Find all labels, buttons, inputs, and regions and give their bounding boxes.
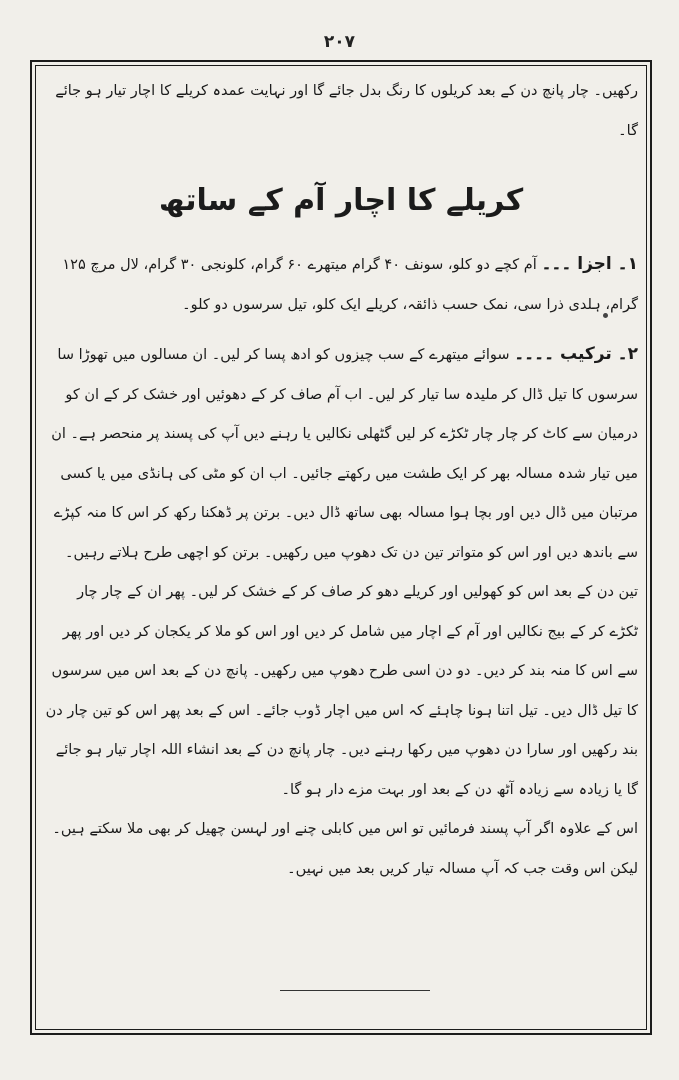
bullet-dot [603,313,608,318]
page-number: ۲۰۷ [323,32,356,52]
ingredients-label: ۱۔ اجزا ۔۔۔ [541,254,638,274]
method-text: سوائے میتھرے کے سب چیزوں کو ادھ پسا کر لیں۔ ان مسالوں میں تھوڑا سا سرسوں کا تیل ڈال کر ملیدہ سا تیار کر لیں۔ اب آم صاف کر کے دھوئیں اور خشک کر کے ان کو درمیان سے کاٹ کر چار چار ٹکڑے کر لیں گٹھلی نکالیں یا رہنے دیں آپ کی پسند پر منحصر ہے۔ ان میں تیار شدہ مسالہ بھر کر ایک طشت میں رکھتے جائیں۔ اب ان کو مٹی کی ہانڈی میں یا کسی مرتبان میں ڈال دیں اور بچا ہوا مسالہ بھی ساتھ ڈال دیں۔ برتن پر ڈھکنا رکھ کر اس کا منہ کپڑے سے باندھ دیں اور اس کو متواتر تین دن تک دھوپ میں رکھیں۔ برتن کو اچھی طرح ہلاتے رہیں۔ تین دن کے بعد اس کو کھولیں اور کریلے دھو کر صاف کر کے خشک کر لیں۔ پھر ان کے چار چار ٹکڑے کر کے بیج نکالیں اور آم کے اچار میں شامل کر دیں اور اس کو ملا کر یکجان کر دیں اور پھر سے اس کا منہ بند کر دیں۔ دو دن اسی طرح دھوپ میں رکھیں۔ پانچ دن کے بعد اس میں سرسوں کا تیل ڈال دیں۔ تیل اتنا ہونا چاہئے کہ اس میں اچار ڈوب جائے۔ اس کے بعد پھر اس کو تین چار دن بند رکھیں اور سارا دن دھوپ میں رکھا رہنے دیں۔ چار پانچ دن کے بعد انشاء اللہ اچار تیار ہو جائے گا یا زیادہ سے زیادہ آٹھ دن کے بعد اور بہت مزے دار ہو گا۔ [45,347,638,798]
end-rule [280,990,430,991]
recipe-title: کریلے کا اچار آم کے ساتھ [158,183,524,218]
ingredients-paragraph [44,245,638,325]
note-1: اس کے علاوہ اگر آپ پسند فرمائیں تو اس میں کابلی چنے اور لہسن چھیل کر بھی ملا سکتے ہیں۔ [52,821,638,837]
method-label: ۲۔ ترکیب ۔۔۔۔ [514,344,638,364]
ingredients-text: آم کچے دو کلو، سونف ۴۰ گرام میتھرے ۶۰ گرام، کلونجی ۳۰ گرام، لال مرچ ۱۲۵ گرام، ہلدی ذرا سی، نمک حسب ذائقہ، کریلے ایک کلو، تیل سرسوں دو کلو۔ [62,257,638,313]
method-paragraph [44,335,638,810]
intro-line: رکھیں۔ چار پانچ دن کے بعد کریلوں کا رنگ بدل جائے گا اور نہایت عمدہ کریلے کا اچار تیار ہو جائے گا۔ [55,83,638,139]
page-body [44,72,638,889]
note-2: لیکن اس وقت جب کہ آپ مسالہ تیار کریں بعد میں نہیں۔ [287,860,638,877]
